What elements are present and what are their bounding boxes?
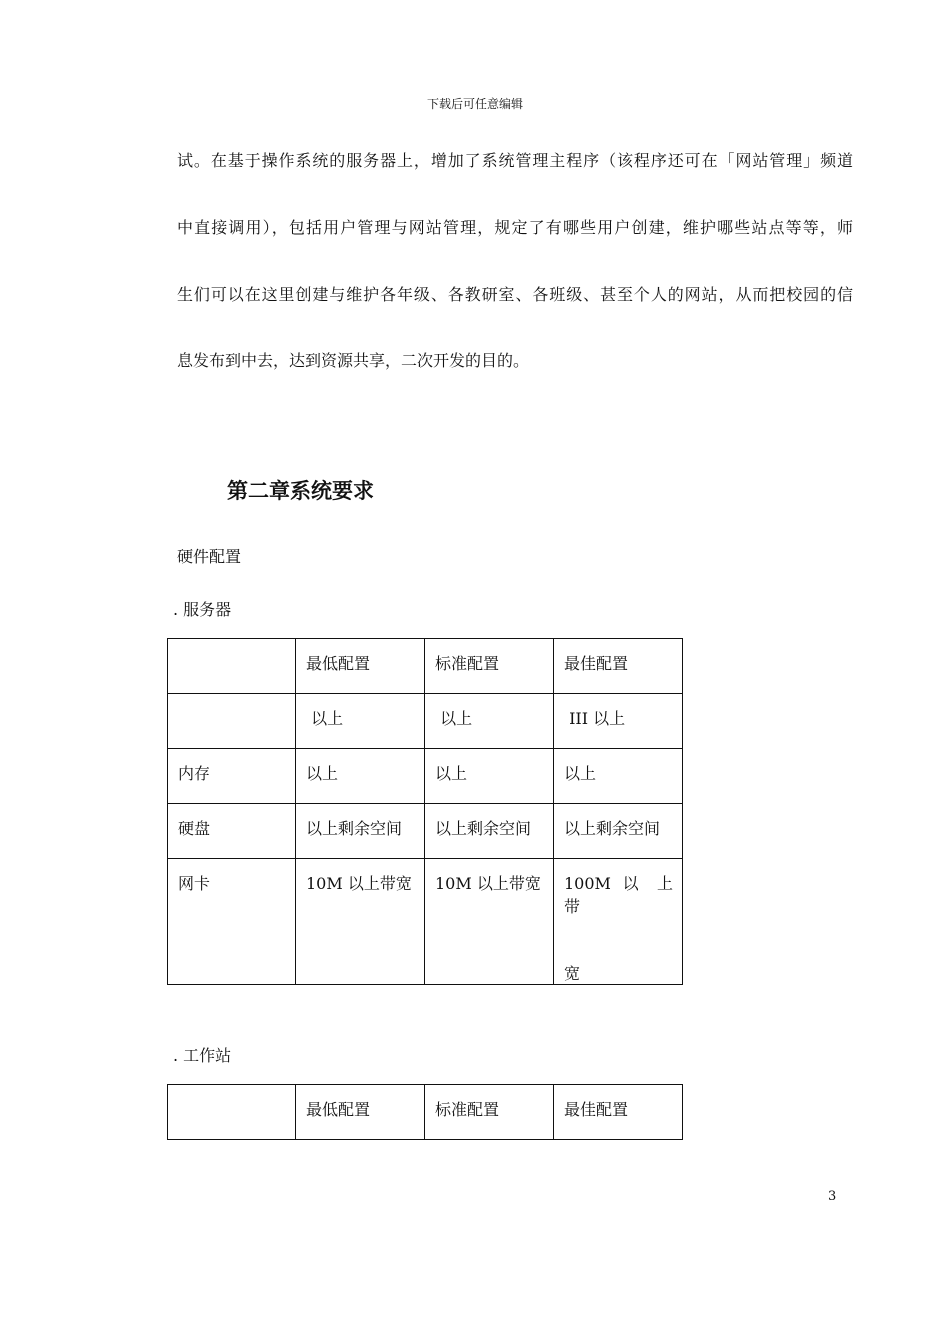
table-cell: 硬盘 (168, 804, 296, 859)
table-header-cell: 最佳配置 (554, 639, 683, 694)
page-header: 下载后可任意编辑 (426, 97, 523, 111)
table-cell (168, 694, 296, 749)
table-cell: 网卡 (168, 859, 296, 985)
table-cell: 以上 (296, 749, 425, 804)
workstation-label: . 工作站 (173, 1046, 232, 1065)
table-cell: 内存 (168, 749, 296, 804)
table-cell-line: 100M 以 上 带 (564, 874, 673, 916)
page-number: 3 (828, 1189, 837, 1204)
table-cell: 10M 以上带宽 (425, 859, 554, 985)
table-cell-line: 宽 (564, 964, 581, 983)
table-cell (168, 639, 296, 694)
table-header-cell: 标准配置 (425, 639, 554, 694)
table-cell: 以上 (554, 749, 683, 804)
table-header-cell: 最低配置 (296, 639, 425, 694)
table-row (168, 749, 683, 804)
table-header-cell: 最低配置 (296, 1085, 425, 1140)
table-header-cell: 最佳配置 (554, 1085, 683, 1140)
server-table (167, 638, 683, 985)
chapter-title: 第二章系统要求 (227, 479, 374, 503)
table-cell (554, 859, 683, 985)
table-header-cell: 标准配置 (425, 1085, 554, 1140)
table-row (168, 804, 683, 859)
server-label: . 服务器 (173, 600, 232, 619)
table-cell: 10M 以上带宽 (296, 859, 425, 985)
table-cell: 以上 (425, 694, 554, 749)
table-cell (168, 1085, 296, 1140)
paragraph-line: 试。在基于操作系统的服务器上，增加了系统管理主程序（该程序还可在「网站管理」频道 (177, 151, 853, 170)
workstation-table (167, 1084, 683, 1140)
table-row (168, 859, 683, 985)
table-cell: 以上 (296, 694, 425, 749)
table-cell: 以上剩余空间 (425, 804, 554, 859)
paragraph-line: 息发布到中去，达到资源共享，二次开发的目的。 (177, 351, 530, 370)
table-cell: 以上剩余空间 (554, 804, 683, 859)
table-row (168, 694, 683, 749)
table-cell: III 以上 (554, 694, 683, 749)
paragraph-line: 生们可以在这里创建与维护各年级、各教研室、各班级、甚至个人的网站，从而把校园的信 (177, 285, 853, 304)
table-header-row (168, 1085, 683, 1140)
paragraph-line: 中直接调用），包括用户管理与网站管理，规定了有哪些用户创建，维护哪些站点等等，师 (177, 218, 853, 237)
hardware-heading: 硬件配置 (177, 547, 242, 566)
table-cell: 以上剩余空间 (296, 804, 425, 859)
table-header-row (168, 639, 683, 694)
table-cell: 以上 (425, 749, 554, 804)
